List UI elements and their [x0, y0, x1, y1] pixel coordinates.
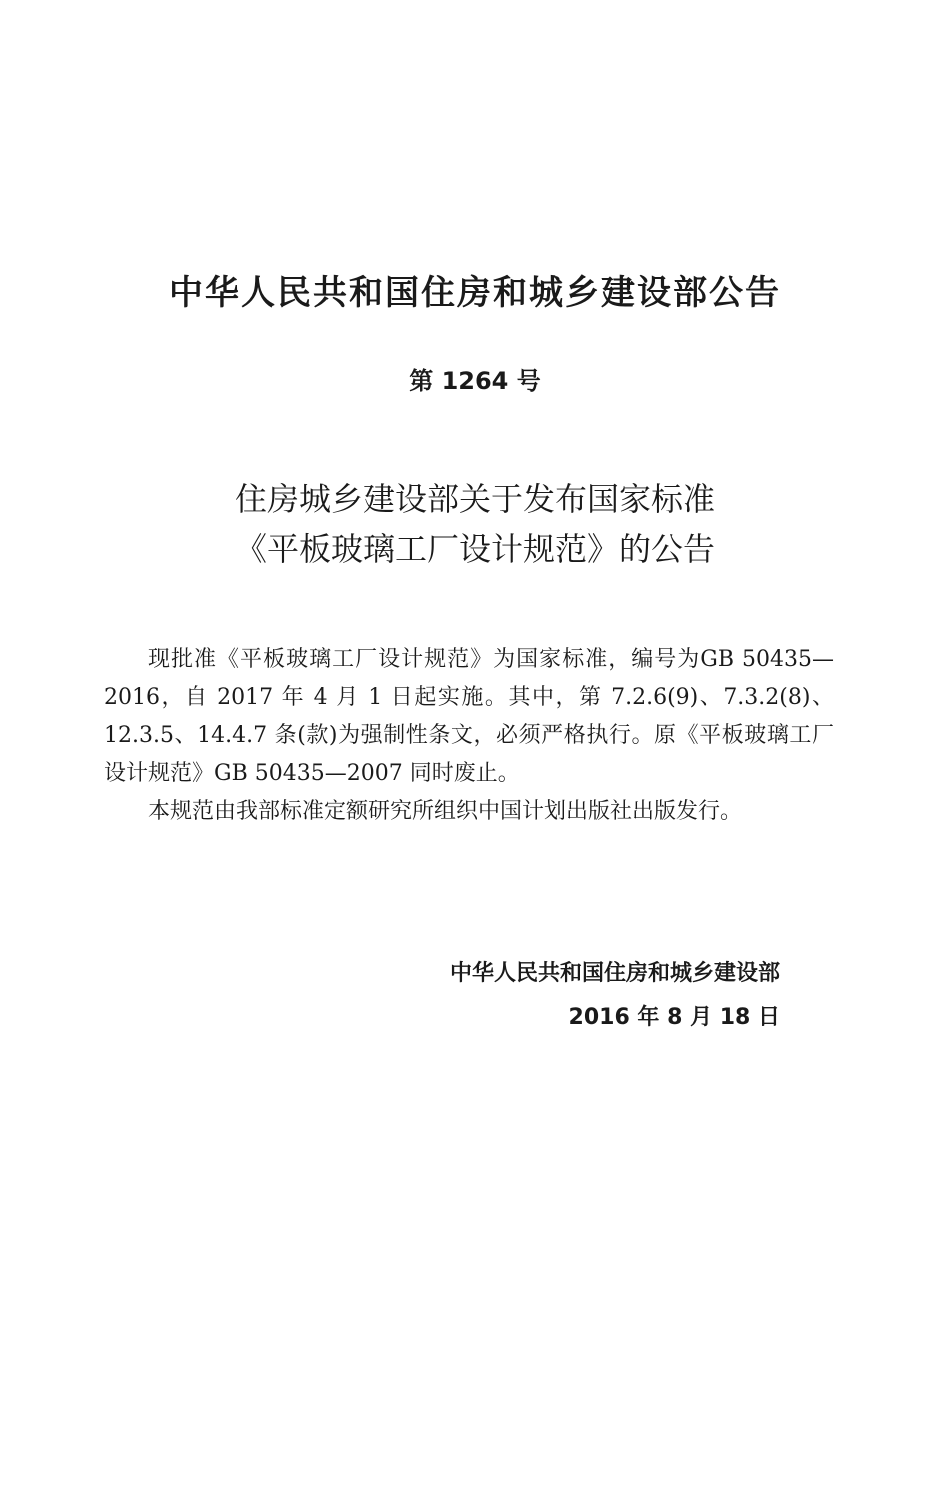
announcement-number: 第 1264 号 [409, 367, 541, 395]
signature-date: 2016 年 8 月 18 日 [568, 1005, 780, 1030]
body-paragraph-1: 现批准《平板玻璃工厂设计规范》为国家标准，编号为GB 50435—2016，自 2017 年 4 月 1 日起实施。其中，第 7.2.6(9)、7.3.2(8)、12.3.5、14.4.7 条(款)为强制性条文，必须严格执行。原《平板玻璃工厂设计规范》GB 50435—2007 同时废止。 [104, 647, 834, 786]
announcement-title-line1: 住房城乡建设部关于发布国家标准 [234, 480, 715, 518]
body-paragraph-2: 本规范由我部标准定额研究所组织中国计划出版社出版发行。 [148, 799, 743, 824]
signature-issuer: 中华人民共和国住房和城乡建设部 [449, 961, 780, 986]
issuer-heading: 中华人民共和国住房和城乡建设部公告 [169, 273, 781, 313]
announcement-title-line2: 《平板玻璃工厂设计规范》的公告 [234, 530, 715, 568]
signature-block [450, 952, 780, 1040]
announcement-title [0, 474, 950, 574]
announcement-body [104, 641, 834, 831]
